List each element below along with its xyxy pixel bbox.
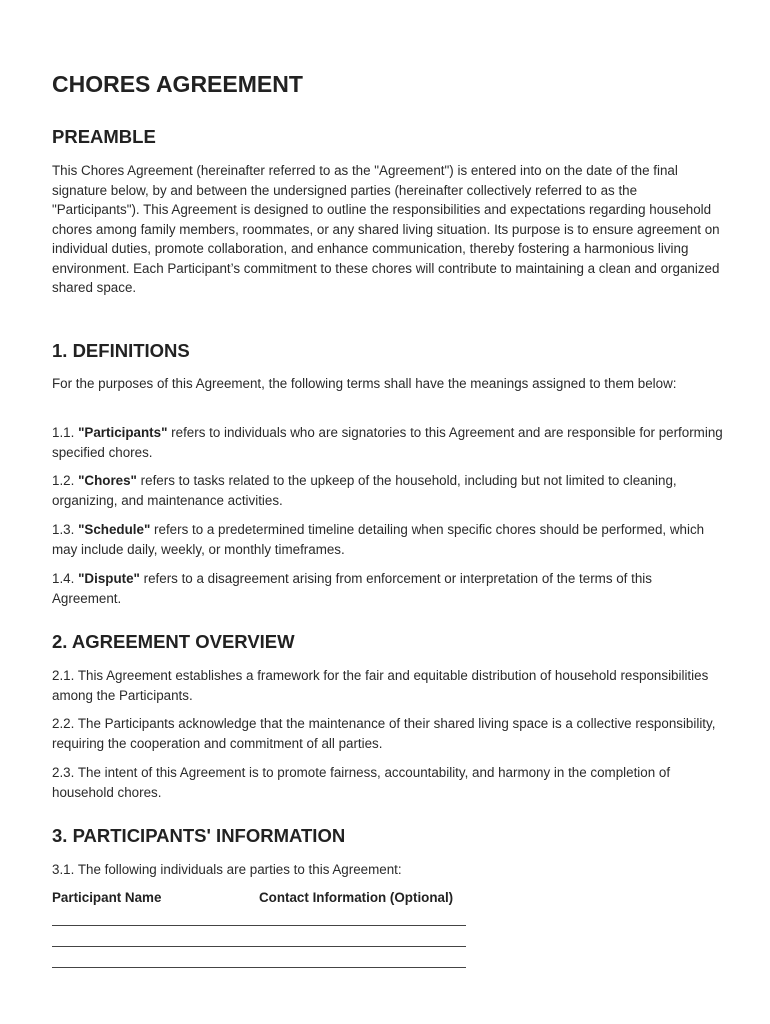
definition-item	[52, 471, 724, 510]
definition-text: refers to tasks related to the upkeep of the household, including but not limited to cleaning, organizing, and maintenance activities.	[52, 473, 677, 508]
definition-term: "Participants"	[78, 425, 168, 440]
definition-number: 1.4.	[52, 571, 75, 586]
definition-term: "Dispute"	[78, 571, 140, 586]
definition-text: refers to individuals who are signatories to this Agreement and are responsible for performing specified chores.	[52, 425, 723, 460]
overview-item: 2.3. The intent of this Agreement is to promote fairness, accountability, and harmony in the completion of household chores.	[52, 765, 671, 800]
definition-term: "Schedule"	[78, 522, 151, 537]
participant-blank-line	[52, 967, 466, 968]
contact-info-header: Contact Information (Optional)	[259, 890, 454, 905]
participant-name-header: Participant Name	[52, 890, 162, 905]
definition-number: 1.1.	[52, 425, 75, 440]
definition-item	[52, 569, 724, 608]
definition-text: refers to a disagreement arising from enforcement or interpretation of the terms of this Agreement.	[52, 571, 652, 606]
definition-item	[52, 423, 724, 462]
definition-text: refers to a predetermined timeline detailing when specific chores should be performed, which may include daily, weekly, or monthly timeframes.	[52, 522, 705, 557]
preamble-heading: PREAMBLE	[52, 126, 156, 147]
overview-heading: 2. AGREEMENT OVERVIEW	[52, 631, 295, 652]
definition-term: "Chores"	[78, 473, 137, 488]
definitions-intro: For the purposes of this Agreement, the following terms shall have the meanings assigned to them below:	[52, 376, 677, 391]
definition-number: 1.3.	[52, 522, 75, 537]
document-title: CHORES AGREEMENT	[52, 71, 303, 97]
participant-blank-line	[52, 925, 466, 926]
definition-item	[52, 520, 724, 559]
participants-intro: 3.1. The following individuals are parties to this Agreement:	[52, 862, 402, 877]
overview-item: 2.1. This Agreement establishes a framework for the fair and equitable distribution of household responsibilities among the Participants.	[52, 668, 709, 703]
overview-item: 2.2. The Participants acknowledge that the maintenance of their shared living space is a collective responsibility, requiring the cooperation and commitment of all parties.	[52, 716, 716, 751]
definitions-heading: 1. DEFINITIONS	[52, 340, 190, 361]
preamble-text: This Chores Agreement (hereinafter referred to as the "Agreement") is entered into on the date of the final signature below, by and between the undersigned parties (hereinafter collectively referred to as the "Participants"). This Agreement is designed to outline the responsibilities and expectations regarding household chores among family members, roommates, or any shared living situation. Its purpose is to ensure agreement on individual duties, promote collaboration, and enhance communication, thereby fostering a harmonious living environment. Each Participant’s commitment to these chores will contribute to maintaining a clean and organized shared space.	[52, 163, 720, 295]
participants-heading: 3. PARTICIPANTS' INFORMATION	[52, 825, 346, 846]
participant-blank-line	[52, 946, 466, 947]
definition-number: 1.2.	[52, 473, 75, 488]
